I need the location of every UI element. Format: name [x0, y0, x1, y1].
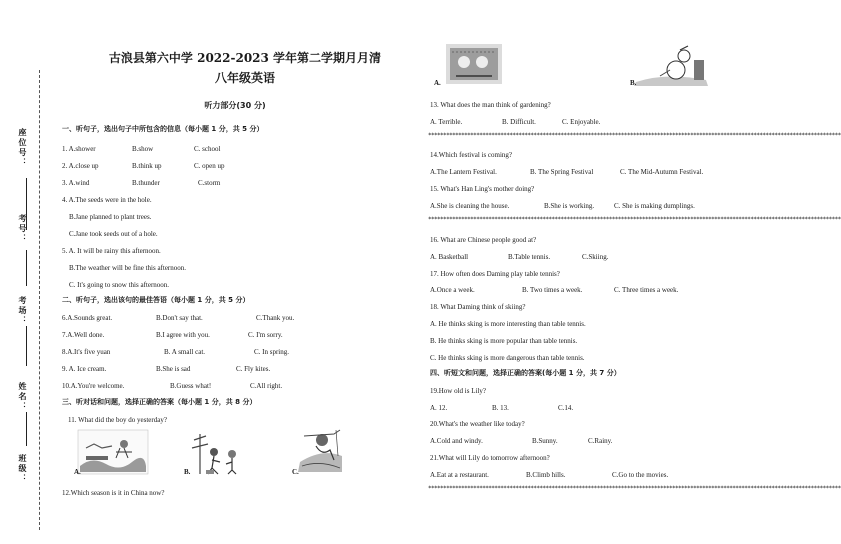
- q10-option-b: B.Guess what!: [170, 382, 212, 390]
- q11-label-c: C.: [292, 468, 299, 476]
- q10-option-c: C.All right.: [250, 382, 283, 390]
- q13-option-c: C. Enjoyable.: [562, 118, 601, 126]
- q17-option-c: C. Three times a week.: [614, 286, 679, 294]
- q15-option-a: A.She is cleaning the house.: [430, 202, 510, 210]
- q19-text: 19.How old is Lily?: [430, 387, 486, 395]
- q16-text: 16. What are Chinese people good at?: [430, 236, 537, 244]
- q8-option-c: C. In spring.: [254, 348, 289, 356]
- q17-text: 17. How often does Daming play table tennis?: [430, 270, 560, 278]
- q16-option-b: B.Table tennis.: [508, 253, 551, 261]
- q11-picture-a: [78, 430, 148, 474]
- q2-option-a: 2. A.close up: [62, 162, 99, 170]
- q13-text: 13. What does the man think of gardening?: [430, 101, 551, 109]
- q12-pictures: [436, 42, 736, 90]
- q18-text: 18. What Daming think of skiing?: [430, 303, 526, 311]
- q12-label-b: B.: [630, 79, 637, 87]
- q16-option-c: C.Skiing.: [582, 253, 609, 261]
- q9-option-b: B.She is sad: [156, 365, 191, 373]
- q21-option-b: B.Climb hills.: [526, 471, 566, 479]
- q1-option-a: 1. A.shower: [62, 145, 96, 153]
- separator-2: *****************************************************************************************************************************************: [428, 216, 841, 223]
- exam-number-line: [26, 250, 27, 286]
- q5-option-c: C. It's going to snow this afternoon.: [69, 281, 170, 289]
- q4-option-a: 4. A.The seeds were in the hole.: [62, 196, 152, 204]
- q11-label-b: B.: [184, 468, 191, 476]
- q11-pictures: [72, 426, 352, 478]
- q3-option-a: 3. A.wind: [62, 179, 90, 187]
- q12-picture-b: [634, 46, 708, 86]
- q20-option-c: C.Rainy.: [588, 437, 613, 445]
- q15-text: 15. What's Han Ling's mother doing?: [430, 185, 535, 193]
- q11-picture-c: [298, 430, 342, 472]
- exam-subtitle: 八年级英语: [214, 71, 275, 85]
- q19-option-c: C.14.: [558, 404, 574, 412]
- q14-option-a: A.The Lantern Festival.: [430, 168, 497, 176]
- left-column: [60, 0, 410, 544]
- q3-option-b: B.thunder: [132, 179, 160, 187]
- exam-room-line: [26, 326, 27, 366]
- q19-option-a: A. 12.: [430, 404, 448, 412]
- section-1-heading: 一、听句子，选出句子中所包含的信息（每小题 1 分，共 5 分）: [62, 125, 264, 133]
- q14-option-b: B. The Spring Festival: [530, 168, 594, 176]
- name-line: [26, 412, 27, 446]
- binding-dashed-line: [39, 70, 40, 530]
- q1-option-b: B.show: [132, 145, 154, 153]
- q14-option-c: C. The Mid-Autumn Festival.: [620, 168, 704, 176]
- q20-option-a: A.Cold and windy.: [430, 437, 483, 445]
- q17-option-a: A.Once a week.: [430, 286, 475, 294]
- q8-option-a: 8.A.It's five yuan: [62, 348, 111, 356]
- q5-option-a: 5. A. It will be rainy this afternoon.: [62, 247, 161, 255]
- q11-label-a: A.: [74, 468, 81, 476]
- q9-option-c: C. Fly kites.: [236, 365, 271, 373]
- q10-option-a: 10.A.You're welcome.: [62, 382, 125, 390]
- section-4-heading: 四、听短文和问题，选择正确的答案(每小题 1 分，共 7 分）: [430, 369, 621, 377]
- q13-option-a: A. Terrible.: [430, 118, 463, 126]
- section-2-heading: 二、听句子，选出该句的最佳答语（每小题 1 分，共 5 分）: [62, 296, 250, 304]
- separator-3: *****************************************************************************************************************************************: [428, 485, 841, 492]
- q7-option-b: B.I agree with you.: [156, 331, 210, 339]
- q2-option-c: C. open up: [194, 162, 225, 170]
- q5-option-b: B.The weather will be fine this afternoon.: [69, 264, 187, 272]
- q7-option-c: C. I'm sorry.: [248, 331, 283, 339]
- q11-text: 11. What did the boy do yesterday?: [68, 416, 167, 424]
- seat-number-label: 座位号：: [18, 128, 27, 168]
- q15-option-c: C. She is making dumplings.: [614, 202, 695, 210]
- binding-margin: [0, 0, 58, 544]
- q8-option-b: B. A small cat.: [164, 348, 206, 356]
- q2-option-b: B.think up: [132, 162, 162, 170]
- q12-picture-a: [446, 44, 502, 84]
- q21-text: 21.What will Lily do tomorrow afternoon?: [430, 454, 550, 462]
- q21-option-c: C.Go to the movies.: [612, 471, 669, 479]
- q12-text: 12.Which season is it in China now?: [62, 489, 165, 497]
- q19-option-b: B. 13.: [492, 404, 509, 412]
- q1-option-c: C. school: [194, 145, 221, 153]
- q14-text: 14.Which festival is coming?: [430, 151, 513, 159]
- q6-option-c: C.Thank you.: [256, 314, 295, 322]
- exam-room-label: 考场：: [18, 296, 27, 326]
- q6-option-a: 6.A.Sounds great.: [62, 314, 113, 322]
- q11-picture-b: [192, 434, 236, 474]
- exam-number-label: 考号：: [18, 214, 27, 244]
- q20-option-b: B.Sunny.: [532, 437, 558, 445]
- name-label: 姓名：: [18, 382, 27, 412]
- q21-option-a: A.Eat at a restaurant.: [430, 471, 489, 479]
- q17-option-b: B. Two times a week.: [522, 286, 583, 294]
- q6-option-b: B.Don't say that.: [156, 314, 203, 322]
- q9-option-a: 9. A. Ice cream.: [62, 365, 107, 373]
- class-label: 班级：: [18, 454, 27, 484]
- listening-part-title: 听力部分(30 分): [204, 101, 266, 110]
- right-column: [428, 0, 841, 544]
- q16-option-a: A. Basketball: [430, 253, 469, 261]
- separator-1: *****************************************************************************************************************************************: [428, 132, 841, 139]
- q15-option-b: B.She is working.: [544, 202, 595, 210]
- q4-option-c: C.Jane took seeds out of a hole.: [69, 230, 158, 238]
- section-3-heading: 三、听对话和问题，选择正确的答案（每小题 1 分，共 8 分）: [62, 398, 257, 406]
- q13-option-b: B. Difficult.: [502, 118, 536, 126]
- q18-option-a: A. He thinks sking is more interesting than table tennis.: [430, 320, 586, 328]
- q12-label-a: A.: [434, 79, 441, 87]
- q7-option-a: 7.A.Well done.: [62, 331, 105, 339]
- q18-option-c: C. He thinks sking is more dangerous than table tennis.: [430, 354, 585, 362]
- q20-text: 20.What's the weather like today?: [430, 420, 525, 428]
- q18-option-b: B. He thinks sking is more popular than table tennis.: [430, 337, 578, 345]
- q4-option-b: B.Jane planned to plant trees.: [69, 213, 152, 221]
- exam-title: 古浪县第六中学 2022-2023 学年第二学期月月清: [108, 51, 382, 65]
- q3-option-c: C.storm: [198, 179, 221, 187]
